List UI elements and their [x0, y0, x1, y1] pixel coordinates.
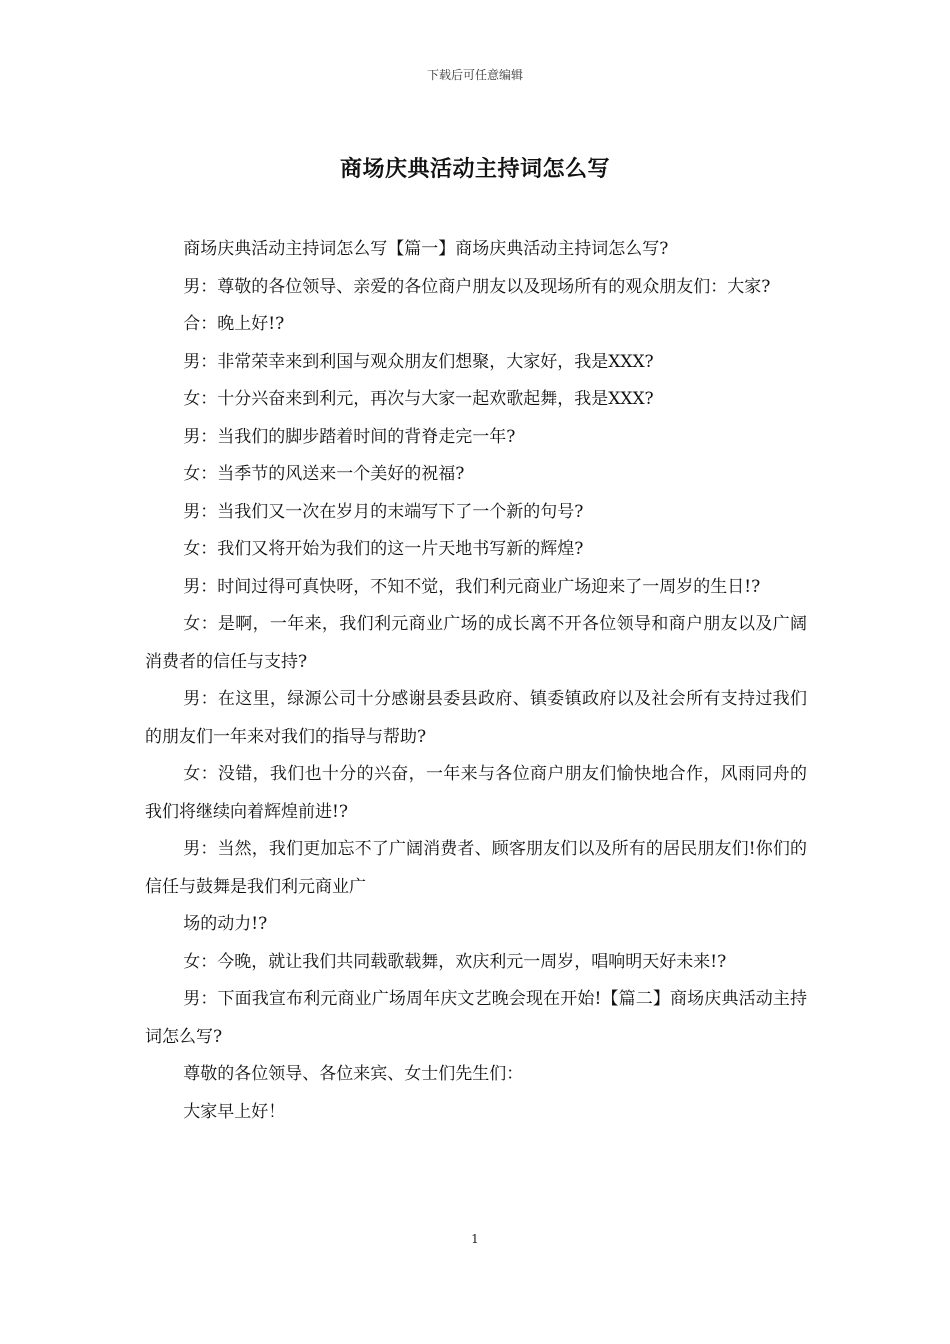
- paragraph: 男：当我们的脚步踏着时间的背脊走完一年?: [183, 426, 516, 447]
- paragraph: 场的动力!?: [183, 914, 268, 934]
- paragraph: 女：是啊，一年来，我们利元商业广场的成长离不开各位领导和商户朋友以及广阔消费者的信任与支持?: [145, 614, 807, 672]
- paragraph: 女：没错，我们也十分的兴奋，一年来与各位商户朋友们愉快地合作，风雨同舟的我们将继续向着辉煌前进!?: [145, 764, 807, 822]
- paragraph: 大家早上好！: [183, 1101, 286, 1122]
- paragraph: 男：时间过得可真快呀，不知不觉，我们利元商业广场迎来了一周岁的生日!?: [183, 576, 761, 597]
- paragraph: 商场庆典活动主持词怎么写【篇一】商场庆典活动主持词怎么写?: [183, 239, 669, 259]
- paragraph: 尊敬的各位领导、各位来宾、女士们先生们：: [183, 1064, 524, 1084]
- paragraph: 女：我们又将开始为我们的这一片天地书写新的辉煌?: [183, 539, 584, 559]
- paragraph: 女：当季节的风送来一个美好的祝福?: [183, 464, 465, 484]
- paragraph: 合：晚上好!?: [183, 314, 285, 334]
- document-body: [145, 231, 807, 1131]
- page-number: 1: [471, 1232, 479, 1246]
- paragraph: 男：尊敬的各位领导、亲爱的各位商户朋友以及现场所有的观众朋友们：大家?: [183, 276, 771, 297]
- header-note: 下载后可任意编辑: [426, 68, 523, 82]
- paragraph: 男：当我们又一次在岁月的末端写下了一个新的句号?: [183, 501, 584, 522]
- paragraph: 女：今晚，就让我们共同载歌载舞，欢庆利元一周岁，唱响明天好未来!?: [183, 951, 727, 972]
- paragraph: 男：下面我宣布利元商业广场周年庆文艺晚会现在开始!【篇二】商场庆典活动主持词怎么写?: [145, 989, 807, 1047]
- paragraph: 男：当然，我们更加忘不了广阔消费者、顾客朋友们以及所有的居民朋友们!你们的信任与鼓舞是我们利元商业广: [145, 839, 807, 897]
- paragraph: 男：非常荣幸来到利国与观众朋友们想聚，大家好，我是XXX?: [183, 351, 654, 372]
- document-title: 商场庆典活动主持词怎么写: [339, 156, 610, 182]
- paragraph: 女：十分兴奋来到利元，再次与大家一起欢歌起舞，我是XXX?: [183, 389, 654, 409]
- paragraph: 男：在这里，绿源公司十分感谢县委县政府、镇委镇政府以及社会所有支持过我们的朋友们一年来对我们的指导与帮助?: [145, 689, 807, 747]
